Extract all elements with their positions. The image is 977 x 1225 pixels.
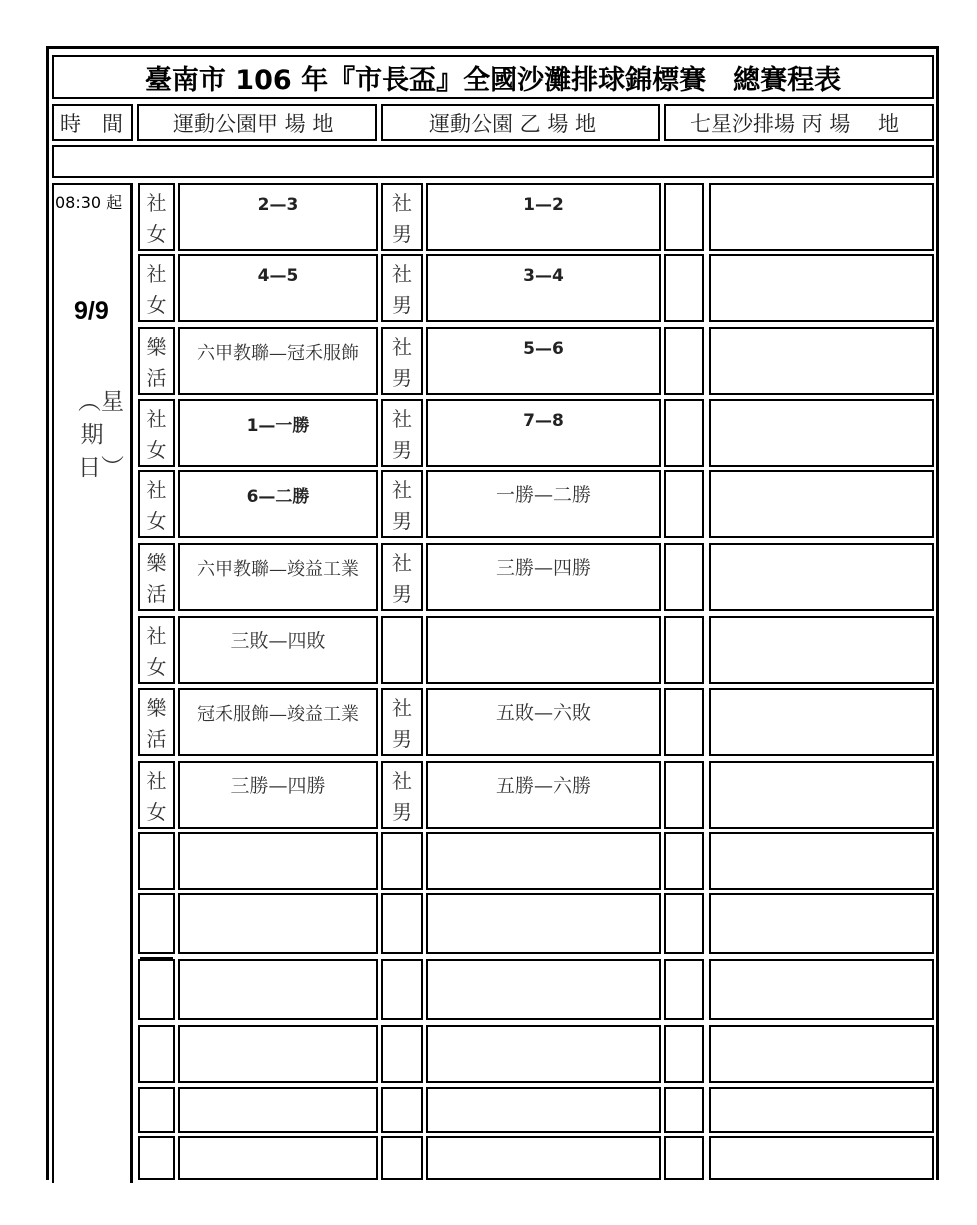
court-c-category [664, 1136, 704, 1180]
court-a-match: 六甲教聯—冠禾服飾 [178, 327, 378, 395]
court-b-match [426, 893, 661, 954]
court-b-match: 5—6 [426, 327, 661, 395]
court-a-match: 2—3 [178, 183, 378, 251]
court-a-match: 4—5 [178, 254, 378, 322]
court-b-match: 3—4 [426, 254, 661, 322]
court-b-category [381, 893, 423, 954]
court-c-match [709, 254, 934, 322]
court-b-match [426, 832, 661, 890]
court-c-category [664, 761, 704, 829]
court-c-category [664, 1087, 704, 1133]
court-b-match: 一勝—二勝 [426, 470, 661, 538]
court-a-category: 樂活 [138, 327, 175, 395]
court-a-category [138, 893, 175, 954]
court-a-category: 社女 [138, 183, 175, 251]
court-b-match: 五敗—六敗 [426, 688, 661, 756]
court-a-category: 社女 [138, 470, 175, 538]
court-b-match [426, 1087, 661, 1133]
court-c-category [664, 688, 704, 756]
court-a-category: 樂活 [138, 688, 175, 756]
court-b-category: 社男 [381, 327, 423, 395]
court-b-match: 五勝—六勝 [426, 761, 661, 829]
court-c-match [709, 1136, 934, 1180]
court-c-category [664, 399, 704, 467]
court-c-match [709, 470, 934, 538]
court-c-category [664, 893, 704, 954]
court-c-match [709, 1025, 934, 1083]
court-c-category [664, 470, 704, 538]
court-b-match: 7—8 [426, 399, 661, 467]
court-a-category: 社女 [138, 761, 175, 829]
court-b-match: 1—2 [426, 183, 661, 251]
court-b-category [381, 616, 423, 684]
start-time: 08:30 起 [55, 193, 123, 212]
court-b-category: 社男 [381, 761, 423, 829]
court-c-match [709, 543, 934, 611]
court-a-match [178, 893, 378, 954]
day-column [52, 183, 133, 1183]
court-c-category [664, 254, 704, 322]
court-c-category [664, 832, 704, 890]
header-court-c: 七星沙排場 丙 場 地 [664, 104, 934, 141]
court-c-match [709, 1087, 934, 1133]
court-a-match: 三敗—四敗 [178, 616, 378, 684]
court-b-match [426, 959, 661, 1020]
court-a-category: 社女 [138, 616, 175, 684]
court-b-category: 社男 [381, 688, 423, 756]
court-a-category [138, 1136, 175, 1180]
weekday-label: ︵星期日︶ [78, 389, 124, 481]
court-b-category [381, 1025, 423, 1083]
court-b-match [426, 1136, 661, 1180]
court-b-match [426, 616, 661, 684]
court-a-match: 六甲教聯—竣益工業 [178, 543, 378, 611]
court-c-match [709, 183, 934, 251]
row-divider-mark [140, 957, 173, 961]
court-c-category [664, 543, 704, 611]
court-c-category [664, 183, 704, 251]
court-b-category [381, 832, 423, 890]
spacer-row [52, 145, 934, 178]
court-c-match [709, 893, 934, 954]
court-b-category: 社男 [381, 543, 423, 611]
court-a-category: 社女 [138, 399, 175, 467]
header-court-a: 運動公園甲 場 地 [137, 104, 377, 141]
court-b-category [381, 959, 423, 1020]
court-c-category [664, 327, 704, 395]
court-b-category: 社男 [381, 183, 423, 251]
court-c-match [709, 761, 934, 829]
court-a-category: 樂活 [138, 543, 175, 611]
court-a-match: 三勝—四勝 [178, 761, 378, 829]
court-a-category [138, 1087, 175, 1133]
court-c-match [709, 327, 934, 395]
court-c-category [664, 959, 704, 1020]
court-a-category [138, 832, 175, 890]
court-a-match [178, 1136, 378, 1180]
court-b-category: 社男 [381, 470, 423, 538]
court-a-match: 冠禾服飾—竣益工業 [178, 688, 378, 756]
court-a-match [178, 1087, 378, 1133]
header-time: 時 間 [52, 104, 133, 141]
match-date: 9/9 [74, 297, 109, 325]
court-a-category [138, 1025, 175, 1083]
court-b-match: 三勝—四勝 [426, 543, 661, 611]
court-c-category [664, 1025, 704, 1083]
court-a-category [138, 959, 175, 1020]
schedule-title: 臺南市 106 年『市長盃』全國沙灘排球錦標賽 總賽程表 [52, 55, 934, 99]
court-a-match [178, 959, 378, 1020]
court-c-match [709, 832, 934, 890]
court-b-category: 社男 [381, 254, 423, 322]
header-court-b: 運動公園 乙 場 地 [381, 104, 660, 141]
court-c-match [709, 399, 934, 467]
court-c-match [709, 959, 934, 1020]
court-c-match [709, 616, 934, 684]
court-b-match [426, 1025, 661, 1083]
court-a-match: 1—一勝 [178, 399, 378, 467]
court-a-match: 6—二勝 [178, 470, 378, 538]
court-a-category: 社女 [138, 254, 175, 322]
court-a-match [178, 832, 378, 890]
court-b-category [381, 1087, 423, 1133]
court-c-match [709, 688, 934, 756]
court-b-category: 社男 [381, 399, 423, 467]
court-a-match [178, 1025, 378, 1083]
court-c-category [664, 616, 704, 684]
court-b-category [381, 1136, 423, 1180]
